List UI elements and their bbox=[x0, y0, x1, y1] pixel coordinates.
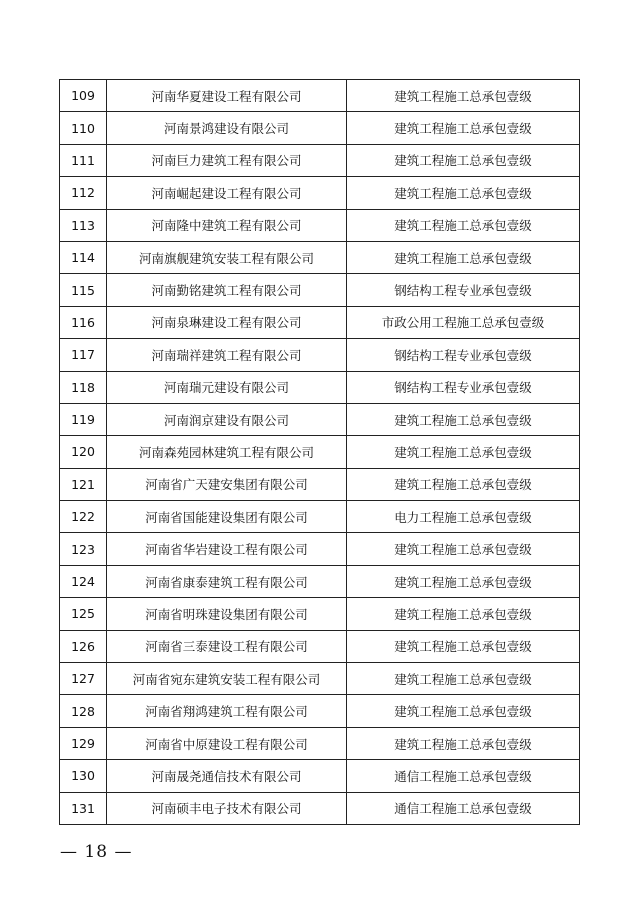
table-row bbox=[60, 598, 580, 630]
qualification-cell: 建筑工程施工总承包壹级 bbox=[347, 598, 580, 630]
row-number-cell: 121 bbox=[60, 468, 107, 500]
row-number-cell: 117 bbox=[60, 339, 107, 371]
qualification-cell: 建筑工程施工总承包壹级 bbox=[347, 144, 580, 176]
row-number-cell: 115 bbox=[60, 274, 107, 306]
table-row bbox=[60, 533, 580, 565]
table-row bbox=[60, 144, 580, 176]
table-row bbox=[60, 695, 580, 727]
table-row bbox=[60, 177, 580, 209]
qualification-cell: 钢结构工程专业承包壹级 bbox=[347, 339, 580, 371]
company-name-cell: 河南润京建设有限公司 bbox=[107, 403, 347, 435]
table-row bbox=[60, 727, 580, 759]
row-number-cell: 114 bbox=[60, 241, 107, 273]
qualification-cell: 钢结构工程专业承包壹级 bbox=[347, 371, 580, 403]
qualification-cell: 建筑工程施工总承包壹级 bbox=[347, 403, 580, 435]
qualification-cell: 建筑工程施工总承包壹级 bbox=[347, 663, 580, 695]
company-name-cell: 河南巨力建筑工程有限公司 bbox=[107, 144, 347, 176]
row-number-cell: 126 bbox=[60, 630, 107, 662]
table-row bbox=[60, 501, 580, 533]
qualification-cell: 钢结构工程专业承包壹级 bbox=[347, 274, 580, 306]
qualification-cell: 建筑工程施工总承包壹级 bbox=[347, 695, 580, 727]
row-number-cell: 131 bbox=[60, 792, 107, 824]
row-number-cell: 119 bbox=[60, 403, 107, 435]
company-name-cell: 河南华夏建设工程有限公司 bbox=[107, 80, 347, 112]
table-row bbox=[60, 403, 580, 435]
row-number-cell: 112 bbox=[60, 177, 107, 209]
qualification-cell: 市政公用工程施工总承包壹级 bbox=[347, 306, 580, 338]
table-row bbox=[60, 371, 580, 403]
row-number-cell: 127 bbox=[60, 663, 107, 695]
qualification-cell: 通信工程施工总承包壹级 bbox=[347, 792, 580, 824]
row-number-cell: 129 bbox=[60, 727, 107, 759]
row-number-cell: 125 bbox=[60, 598, 107, 630]
company-name-cell: 河南省广天建安集团有限公司 bbox=[107, 468, 347, 500]
table-row bbox=[60, 792, 580, 824]
qualification-cell: 建筑工程施工总承包壹级 bbox=[347, 468, 580, 500]
page-number: — 18 — bbox=[60, 842, 133, 862]
table-row bbox=[60, 339, 580, 371]
row-number-cell: 109 bbox=[60, 80, 107, 112]
row-number-cell: 120 bbox=[60, 436, 107, 468]
row-number-cell: 124 bbox=[60, 565, 107, 597]
qualification-cell: 建筑工程施工总承包壹级 bbox=[347, 209, 580, 241]
qualification-cell: 建筑工程施工总承包壹级 bbox=[347, 112, 580, 144]
table-row bbox=[60, 468, 580, 500]
company-name-cell: 河南晟尧通信技术有限公司 bbox=[107, 760, 347, 792]
company-name-cell: 河南省中原建设工程有限公司 bbox=[107, 727, 347, 759]
table-row bbox=[60, 630, 580, 662]
qualification-cell: 建筑工程施工总承包壹级 bbox=[347, 436, 580, 468]
company-name-cell: 河南瑞祥建筑工程有限公司 bbox=[107, 339, 347, 371]
row-number-cell: 128 bbox=[60, 695, 107, 727]
table-row bbox=[60, 436, 580, 468]
table-row bbox=[60, 80, 580, 112]
company-name-cell: 河南省明珠建设集团有限公司 bbox=[107, 598, 347, 630]
company-name-cell: 河南崛起建设工程有限公司 bbox=[107, 177, 347, 209]
qualification-cell: 建筑工程施工总承包壹级 bbox=[347, 565, 580, 597]
company-name-cell: 河南省康泰建筑工程有限公司 bbox=[107, 565, 347, 597]
table-row bbox=[60, 274, 580, 306]
company-name-cell: 河南省三泰建设工程有限公司 bbox=[107, 630, 347, 662]
table-row bbox=[60, 209, 580, 241]
table-row bbox=[60, 565, 580, 597]
company-name-cell: 河南省国能建设集团有限公司 bbox=[107, 501, 347, 533]
company-name-cell: 河南隆中建筑工程有限公司 bbox=[107, 209, 347, 241]
company-name-cell: 河南泉琳建设工程有限公司 bbox=[107, 306, 347, 338]
table-row bbox=[60, 306, 580, 338]
company-table bbox=[59, 79, 580, 825]
row-number-cell: 111 bbox=[60, 144, 107, 176]
row-number-cell: 110 bbox=[60, 112, 107, 144]
company-name-cell: 河南省翔鸿建筑工程有限公司 bbox=[107, 695, 347, 727]
qualification-cell: 建筑工程施工总承包壹级 bbox=[347, 727, 580, 759]
company-name-cell: 河南森苑园林建筑工程有限公司 bbox=[107, 436, 347, 468]
row-number-cell: 116 bbox=[60, 306, 107, 338]
qualification-cell: 建筑工程施工总承包壹级 bbox=[347, 533, 580, 565]
row-number-cell: 113 bbox=[60, 209, 107, 241]
company-name-cell: 河南瑞元建设有限公司 bbox=[107, 371, 347, 403]
qualification-cell: 电力工程施工总承包壹级 bbox=[347, 501, 580, 533]
qualification-cell: 通信工程施工总承包壹级 bbox=[347, 760, 580, 792]
company-name-cell: 河南旗舰建筑安装工程有限公司 bbox=[107, 241, 347, 273]
row-number-cell: 118 bbox=[60, 371, 107, 403]
company-name-cell: 河南景鸿建设有限公司 bbox=[107, 112, 347, 144]
qualification-cell: 建筑工程施工总承包壹级 bbox=[347, 241, 580, 273]
company-name-cell: 河南勤铭建筑工程有限公司 bbox=[107, 274, 347, 306]
row-number-cell: 130 bbox=[60, 760, 107, 792]
company-name-cell: 河南省宛东建筑安装工程有限公司 bbox=[107, 663, 347, 695]
qualification-cell: 建筑工程施工总承包壹级 bbox=[347, 177, 580, 209]
qualification-cell: 建筑工程施工总承包壹级 bbox=[347, 630, 580, 662]
row-number-cell: 123 bbox=[60, 533, 107, 565]
table-row bbox=[60, 760, 580, 792]
company-name-cell: 河南硕丰电子技术有限公司 bbox=[107, 792, 347, 824]
qualification-cell: 建筑工程施工总承包壹级 bbox=[347, 80, 580, 112]
table-row bbox=[60, 663, 580, 695]
company-name-cell: 河南省华岩建设工程有限公司 bbox=[107, 533, 347, 565]
row-number-cell: 122 bbox=[60, 501, 107, 533]
table-row bbox=[60, 112, 580, 144]
table-body bbox=[60, 80, 580, 825]
table-row bbox=[60, 241, 580, 273]
